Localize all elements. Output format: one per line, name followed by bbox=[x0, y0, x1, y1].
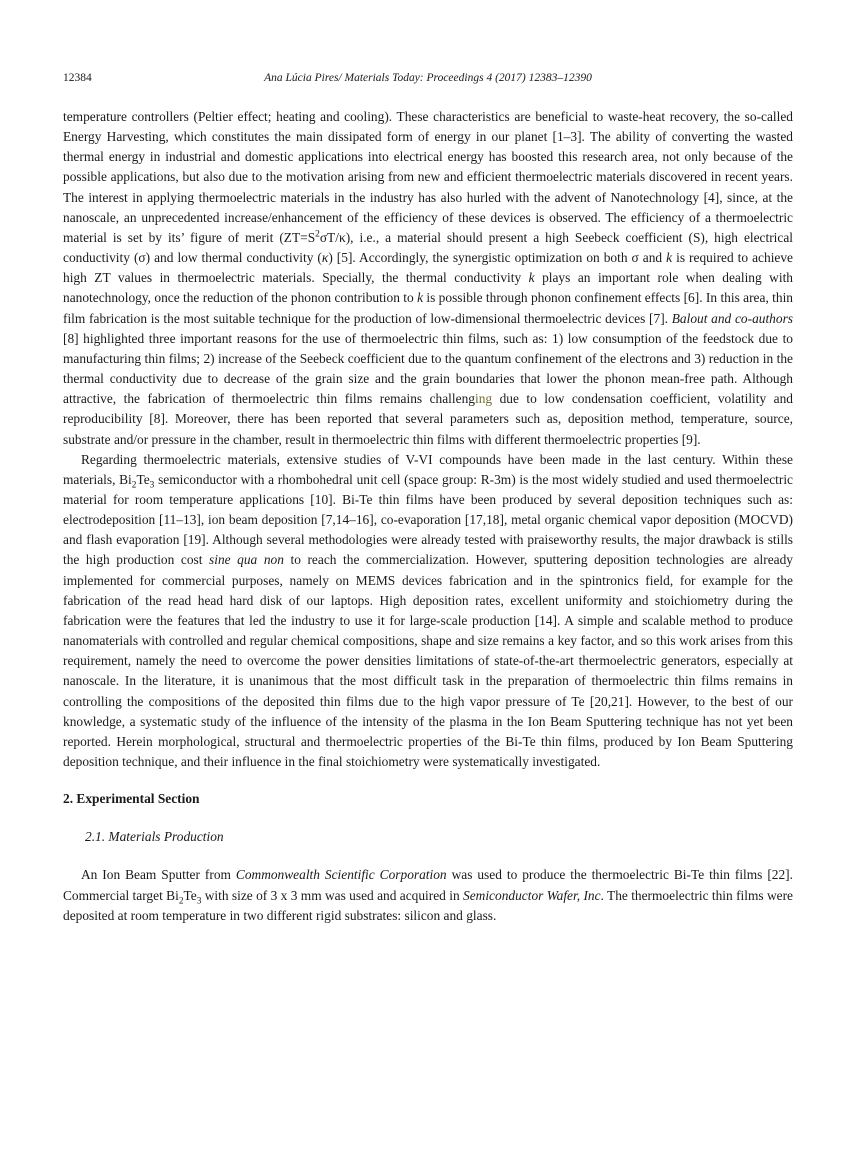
paragraph-thermoelectric-materials: Regarding thermoelectric materials, extensive studies of V-VI compounds have been made in the last century. Within these materials, $Bi_2Te_3$ semiconductor with a rhombohedral unit cell (space group: R-3m) is the most widely studied and used thermoelectric material for room temperature applications [10]. Bi-Te thin films have been produced by several deposition techniques such as: electrodeposition [11–13], ion beam deposition [7,14–16], co-evaporation [17,18], metal organic chemical vapor deposition (MOCVD) and flash evaporation [19]. Although several methodologies were already tested with praiseworthy results, the major drawback is stills the high production cost sine qua non to reach the commercialization. However, sputtering deposition technologies are already implemented for commercial purposes, namely on MEMS devices fabrication and in the spintronics field, for example for the fabrication of the read head hard disk of our laptops. High deposition rates, excellent uniformity and stoichiometry during the fabrication were the features that led the industry to use it for large-scale production [14]. A simple and scalable method to produce nanomaterials with controlled and regular chemical compositions, shape and size remains a key factor, and so this work arises from this requirement, namely the need to overcome the power densities limitations of state-of-the-art thermoelectric generators, especially at nanoscale. In the literature, it is unanimous that the most difficult task in the preparation of thermoelectric thin films remains in controlling the compositions of the deposited thin films due to the high vapor pressure of Te [20,21]. However, to the best of our knowledge, a systematic study of the influence of the intensity of the plasma in the Ion Beam Sputtering technique has not yet been reported. Herein morphological, structural and thermoelectric properties of the Bi-Te thin films, produced by Ion Beam Sputtering deposition technique, and their influence in the final stoichiometry were systematically investigated. bbox=[63, 451, 794, 769]
citation-authors: Balout and co-authors bbox=[671, 310, 793, 326]
running-header bbox=[63, 72, 793, 88]
subsection-heading-materials-production: 2.1. Materials Production bbox=[85, 829, 224, 845]
paragraph-intro-continued: temperature controllers (Peltier effect; heating and cooling). These characteristics are beneficial to waste-heat recovery, the so-called Energy Harvesting, which constitutes the main dissipated form of energy in our planet [1–3]. The ability of converting the wasted thermal energy in industrial and domestic applications into electrical energy has boosted this research area, not only because of the possible applications, but also due to the motivation arising from new and efficient thermoelectric materials discovered in recent years. The interest in applying thermoelectric materials in the industry has also hurled with the advent of Nanotechnology [4], since, at the nanoscale, an unprecedented increase/enhancement of the efficiency of these devices is observed. The efficiency of a thermoelectric material is set by its’ figure of merit $(ZT=S^2\sigma T/\kappa)$, i.e., a material should present a high Seebeck coefficient (S), high electrical conductivity (σ) and low thermal conductivity (κ) [5]. Accordingly, the synergistic optimization on both σ and k is required to achieve high ZT values in thermoelectric materials. Specially, the thermal conductivity k plays an important role when dealing with nanotechnology, once the reduction of the phonon contribution to k is possible through phonon confinement effects [6]. In this area, thin film fabrication is the most suitable technique for the production of low-dimensional thermoelectric devices [7]. Balout and co-authors [8] highlighted three important reasons for the use of thermoelectric thin films, such as: 1) low consumption of the feedstock due to manufacturing thin films; 2) increase of the Seebeck coefficient due to the quantum confinement of the electrons and 3) reduction in the thermal conductivity due to decrease of the grain size and the grain boundaries that lower the phonon mean-free path. Although attractive, the fabrication of thermoelectric thin films remains challenging due to low condensation coefficient, volatility and reproducibility [8]. Moreover, there has been reported that several parameters such as, deposition method, temperature, source, substrate and/or pressure in the chamber, result in thermoelectric thin films with different thermoelectric properties [9]. bbox=[63, 109, 793, 447]
article-body bbox=[63, 107, 793, 926]
page-number: 12384 bbox=[63, 72, 92, 84]
paragraph-materials-production: An Ion Beam Sputter from Commonwealth Scientific Corporation was used to produce the thermoelectric Bi-Te thin films [22]. Commercial target $Bi_2Te_3$ with size of 3 x 3 mm was used and acquired in Semiconductor Wafer, Inc. The thermoelectric thin films were deposited at room temperature in two different rigid substrates: silicon and glass. bbox=[63, 867, 793, 923]
section-heading-experimental: 2. Experimental Section bbox=[63, 791, 200, 807]
running-title: Ana Lúcia Pires/ Materials Today: Proceedings 4 (2017) 12383–12390 bbox=[264, 72, 592, 84]
